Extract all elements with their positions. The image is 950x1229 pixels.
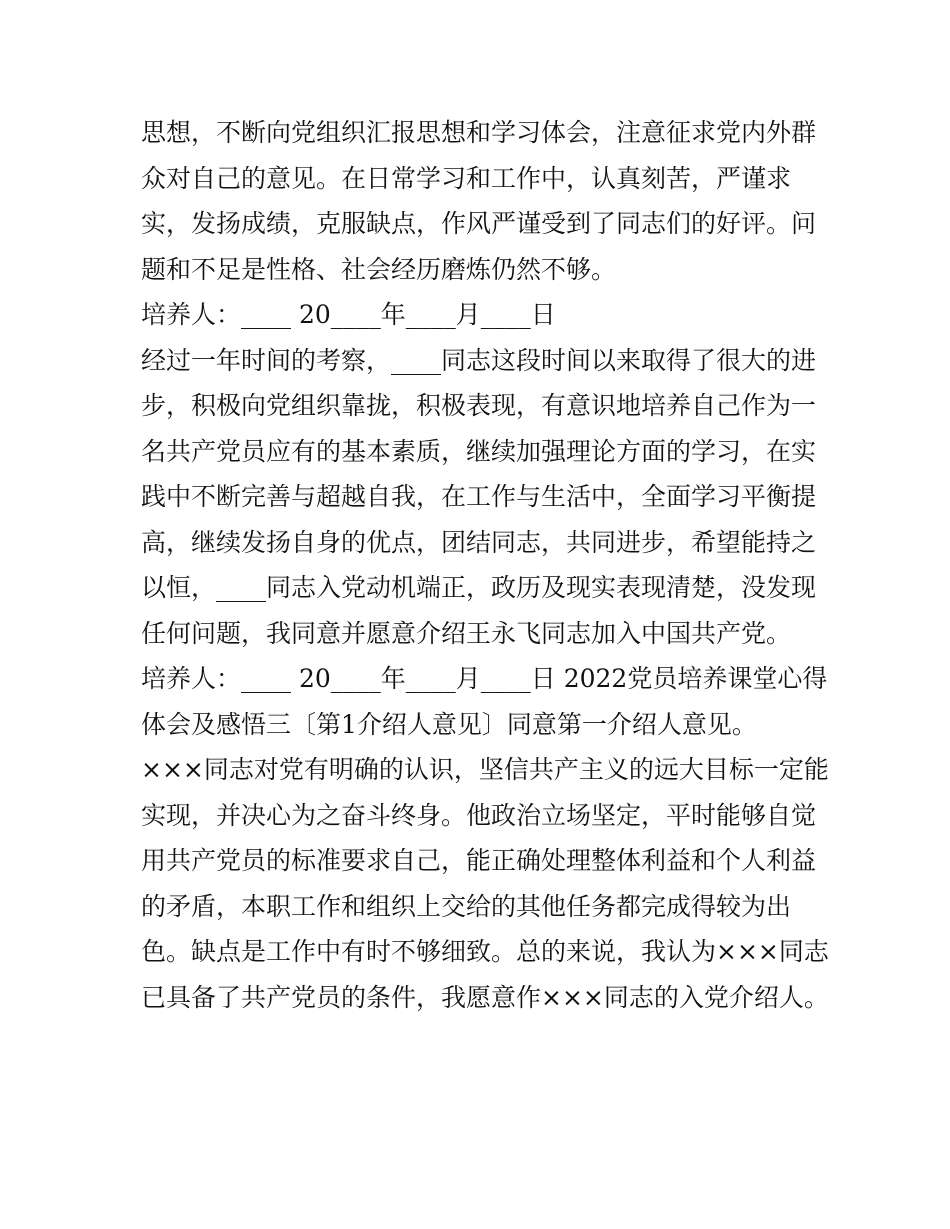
text-line: 任何问题，我同意并愿意介绍王永飞同志加入中国共产党。 — [141, 618, 792, 648]
text-line: 名共产党员应有的基本素质，继续加强理论方面的学习，在实 — [141, 436, 817, 466]
text-line: ×××同志对党有明确的认识，坚信共产主义的远大目标一定能 — [141, 755, 829, 784]
text-line: 色。缺点是工作中有时不够细致。总的来说，我认为×××同志 — [141, 937, 829, 966]
text-line: 践中不断完善与超越自我，在工作与生活中，全面学习平衡提 — [141, 482, 817, 511]
text-line: 实，发扬成绩，克服缺点，作风严谨受到了同志们的好评。问 — [141, 209, 817, 238]
text-line: 步，积极向党组织靠拢，积极表现，有意识地培养自己作为一 — [141, 391, 817, 420]
text-line: 经过一年时间的考察，____同志这段时间以来取得了很大的进 — [141, 345, 817, 375]
text-line: 用共产党员的标准要求自己，能正确处理整体利益和个人利益 — [141, 846, 817, 875]
text-line: 体会及感悟三〔第1介绍人意见〕同意第一介绍人意见。 — [141, 709, 757, 739]
signature-line: 培养人：____ 20____年____月____日 — [141, 300, 556, 329]
text-line: 以恒，____同志入党动机端正，政历及现实表现清楚，没发现 — [141, 573, 817, 602]
text-line: 题和不足是性格、社会经历磨炼仍然不够。 — [141, 254, 617, 284]
text-line: 思想，不断向党组织汇报思想和学习体会，注意征求党内外群 — [141, 118, 817, 147]
signature-line: 培养人：____ 20____年____月____日 2022党员培养课堂心得 — [141, 664, 828, 693]
text-line: 已具备了共产党员的条件，我愿意作×××同志的入党介绍人。 — [141, 982, 829, 1012]
text-line: 的矛盾，本职工作和组织上交给的其他任务都完成得较为出 — [141, 891, 792, 921]
text-line: 高，继续发扬自身的优点，团结同志，共同进步，希望能持之 — [141, 527, 817, 557]
document-body — [141, 110, 829, 1020]
text-line: 众对自己的意见。在日常学习和工作中，认真刻苦，严谨求 — [141, 163, 792, 193]
text-line: 实现，并决心为之奋斗终身。他政治立场坚定，平时能够自觉 — [141, 800, 817, 830]
